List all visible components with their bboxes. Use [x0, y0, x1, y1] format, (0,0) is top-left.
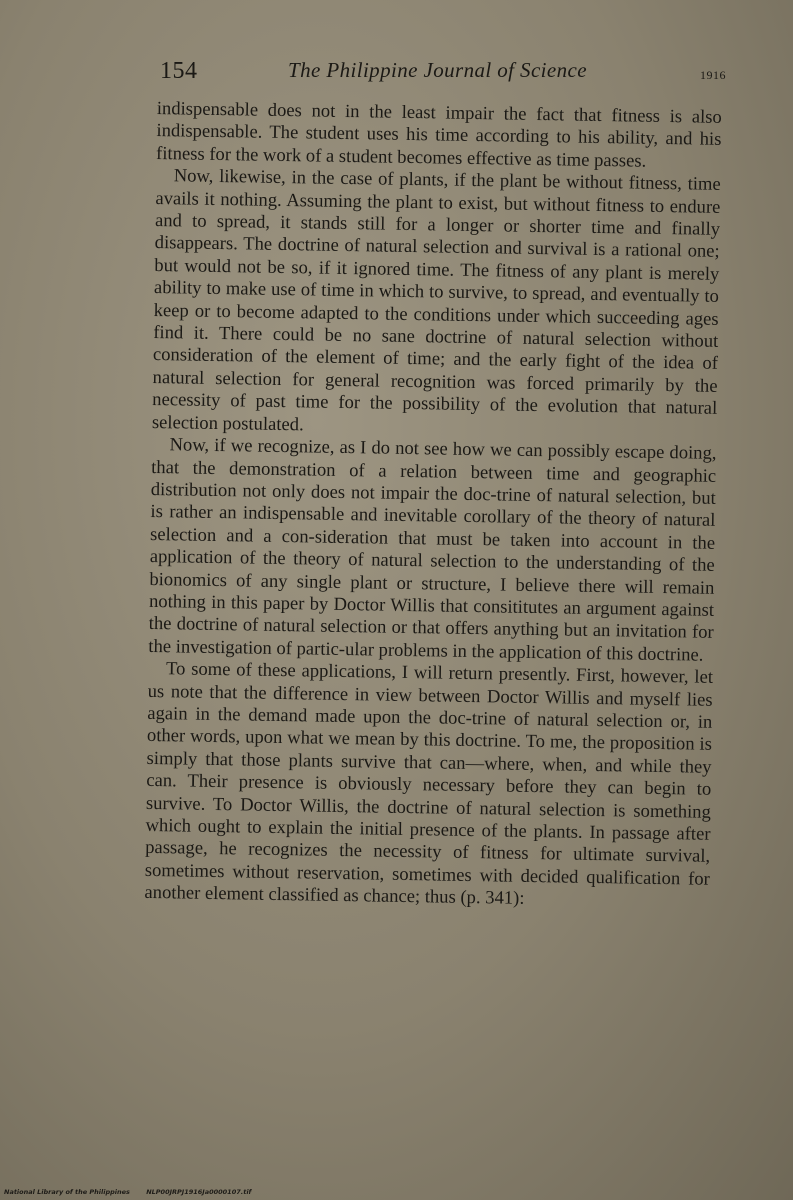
- library-credit: National Library of the Philippines: [4, 1188, 130, 1196]
- running-header: [160, 56, 726, 90]
- paragraph: Now, if we recognize, as I do not see how we can possibly escape doing, that the demonstration of a relation between time and geographic distribution not only does not impair the doc-trine of natural selection, but is rather an indispensable and inevitable corollary of the theory of natural selection and a con-sideration that must be taken into account in the application of the theory of natural selection to the understanding of the bionomics of any single plant or structure, I believe there will remain nothing in this paper by Doctor Willis that consititutes an argument against the doctrine of natural selection or that offers anything but an invitation for the investigation of partic-ular problems in the application of this doctrine.: [148, 434, 717, 666]
- journal-title: The Philippine Journal of Science: [288, 58, 587, 82]
- article-body: [144, 98, 722, 913]
- scan-footer: [4, 1188, 265, 1196]
- paragraph-continued: indispensable does not in the least impair the fact that fitness is also indispensable. The student uses his time according to his ability, and his fitness for the work of a student becomes effective as time passes.: [155, 98, 722, 172]
- publication-year: 1916: [700, 68, 726, 82]
- paragraph: Now, likewise, in the case of plants, if the plant be without fitness, time avails it nothing. Assuming the plant to exist, but without fitness to endure and to spread, it stands still for a longer or shorter time and finally disappears. The doctrine of natural selection and survival is a rational one; but would not be so, if it ignored time. The fitness of any plant is merely ability to make use of time in which to survive, to spread, and eventually to keep or to become adapted to the conditions under which succeeding ages find it. There could be no sane doctrine of natural selection without consideration of the element of time; and the early fight of the idea of natural selection for general recognition was forced primarily by the necessity of past time for the possibility of the evolution that natural selection postulated.: [151, 165, 721, 436]
- page-number: 154: [160, 58, 198, 84]
- scan-file-id: NLP00JRPJ1916Ja0000107.tif: [146, 1188, 252, 1196]
- paragraph: To some of these applications, I will return presently. First, however, let us note that the difference in view between Doctor Willis and myself lies again in the demand made upon the doc-trine of natural selection or, in other words, upon what we mean by this doctrine. To me, the proposition is simply that those plants survive that can—where, when, and while they can. Their presence is obviously necessary before they can begin to survive. To Doctor Willis, the doctrine of natural selection is something which ought to explain the initial presence of the plants. In passage after passage, he recognizes the necessity of fitness for ultimate survival, sometimes without reservation, sometimes with decided qualification for another element classified as chance; thus (p. 341):: [144, 658, 714, 910]
